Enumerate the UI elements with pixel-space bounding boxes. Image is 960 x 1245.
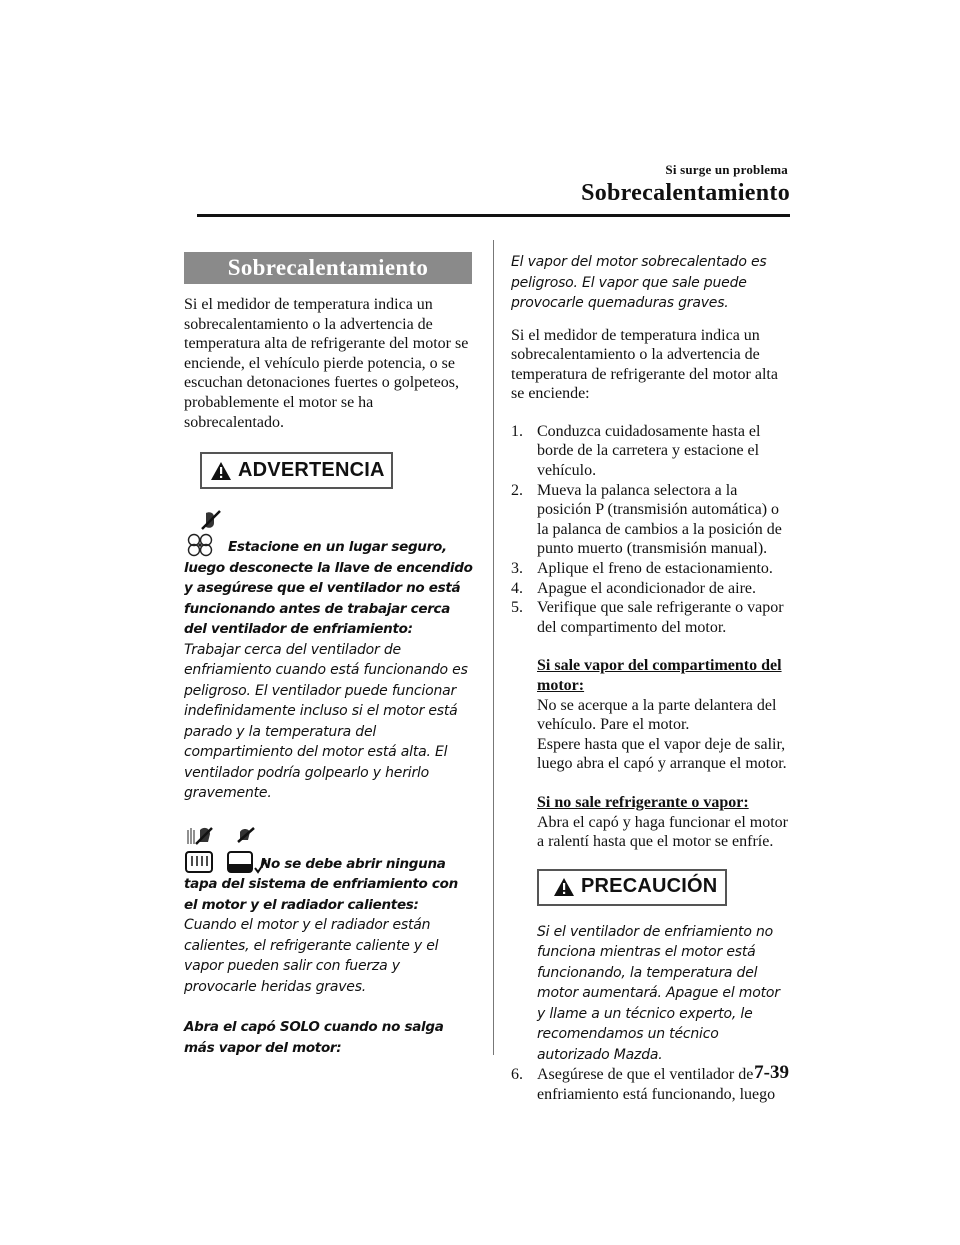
steam-line-1: No se acerque a la parte delantera del vehículo. Pare el motor. [537, 696, 777, 734]
caution-badge [537, 869, 727, 906]
step-item: 1. Conduzca cuidadosamente hasta el borde de la carretera y estacione el vehículo. [511, 422, 761, 480]
warning-label: ADVERTENCIA [238, 458, 385, 481]
no-hand-icon [184, 509, 224, 531]
procedure-intro: Si el medidor de temperatura indica un sobrecalentamiento o la advertencia de temperatura de refrigerante del motor alta se enciende: [511, 326, 778, 403]
left-column [184, 252, 474, 1058]
caution-label: PRECAUCIÓN [581, 875, 718, 898]
warning-badge [200, 452, 393, 489]
fan-icon [184, 531, 224, 557]
warning3-body: El vapor del motor sobrecalentado es peligroso. El vapor que sale puede provocarle quemaduras graves. [511, 254, 767, 311]
header-rule [197, 214, 790, 217]
step-item: 4. Apague el acondicionador de aire. [511, 579, 757, 597]
column-divider [493, 240, 494, 1055]
section-heading: Sobrecalentamiento [184, 252, 472, 284]
warning2-body: Cuando el motor y el radiador están calientes, el refrigerante caliente y el vapor pueden salir con fuerza y provocarle heridas graves. [184, 917, 439, 995]
no-touch-radiator-icon [184, 826, 216, 874]
procedure-steps [511, 422, 791, 638]
intro-paragraph: Si el medidor de temperatura indica un sobrecalentamiento o la advertencia de temperatura alta de refrigerante del motor se enciende, el vehículo pierde potencia, o se escuchan detonaciones fuertes o golpeteos, probablemente el motor se ha sobrecalentado. [184, 296, 469, 431]
steam-line-2: Espere hasta que el vapor deje de salir, luego abra el capó y arranque el motor. [537, 735, 787, 773]
no-steam-line-1: Abra el capó y haga funcionar el motor a ralentí hasta que el motor se enfríe. [537, 813, 789, 851]
right-column [511, 252, 791, 1104]
warning2-title: No se debe abrir ninguna tapa del sistema de enfriamiento con el motor y el radiador calientes: [184, 855, 458, 913]
step-item: 2. Mueva la palanca selectora a la posición P (transmisión automática) o la palanca de cambios a la posición de punto muerto (transmisión manual). [511, 481, 782, 558]
no-steam-subheading: Si no sale refrigerante o vapor: [537, 793, 749, 811]
running-header-title: Sobrecalentamiento [581, 180, 790, 206]
running-header-section: Si surge un problema [665, 162, 788, 177]
step-item: 5. Verifique que sale refrigerante o vapor del compartimento del motor. [511, 599, 784, 636]
warning-triangle-icon [210, 461, 232, 481]
step-item: 3. Aplique el freno de estacionamiento. [511, 560, 773, 578]
steam-subheading: Si sale vapor del compartimento del motor: [537, 657, 782, 694]
caution-body: Si el ventilador de enfriamiento no funciona mientras el motor está funcionando, la temperatura del motor aumentará. Apague el motor y llame a un técnico experto, le recomendamos un técnico autorizado Mazda. [537, 923, 780, 1063]
page-number: 7-39 [754, 1062, 789, 1083]
caution-triangle-icon [553, 877, 575, 897]
warning1-body: Trabajar cerca del ventilador de enfriamiento cuando está funcionando es peligroso. El ventilador puede funcionar indefinidamente incluso si el motor está parado y la temperatura del compartimiento del motor está alta. El ventilador podría golpearlo y herirlo gravemente. [184, 641, 468, 802]
warning3-title: Abra el capó SOLO cuando no salga más vapor del motor: [184, 1019, 444, 1056]
warning1-title: Estacione en un lugar seguro, luego desconecte la llave de encendido y asegúrese que el ventilador no está funcionando antes de trabajar cerca del ventilador de enfriamiento: [184, 539, 473, 638]
step-item: 6. Asegúrese de que el ventilador de enfriamiento está funcionando, luego [511, 1066, 776, 1103]
